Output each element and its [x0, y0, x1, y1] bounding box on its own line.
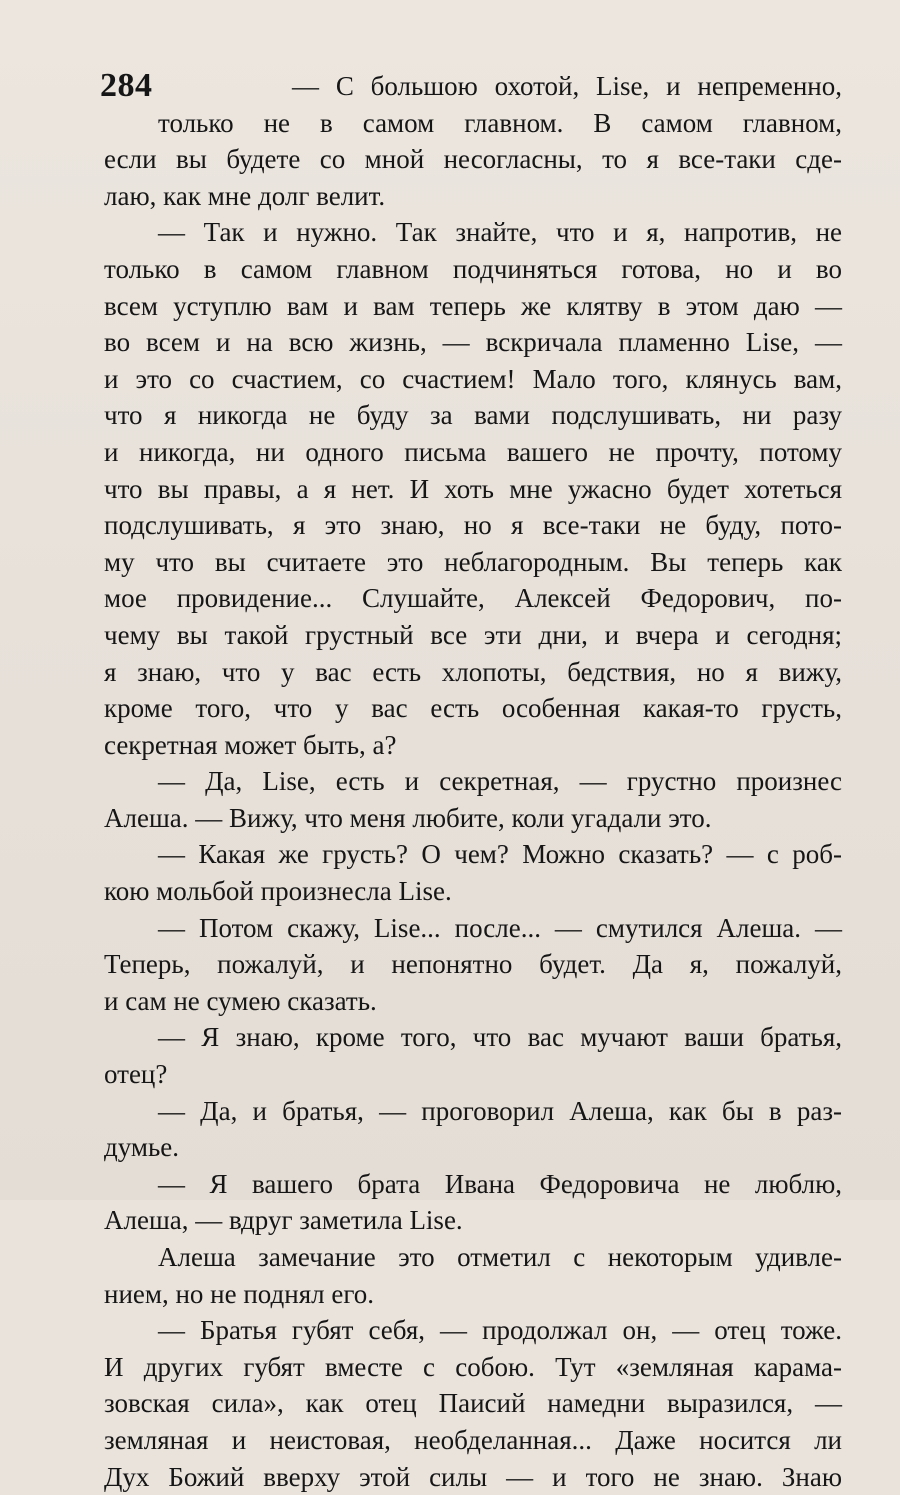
- text-line: И других губят вместе с собою. Тут «земляная карама-: [104, 1351, 842, 1382]
- text-line: лаю, как мне долг велит.: [104, 180, 386, 211]
- text-line: мое провидение... Слушайте, Алексей Федорович, по-: [104, 583, 842, 614]
- text-line: и сам не сумею сказать.: [104, 985, 377, 1016]
- page-text: [104, 68, 842, 1495]
- text-line: кою мольбой произнесла Lise.: [104, 876, 452, 907]
- text-line: секретная может быть, а?: [104, 729, 397, 760]
- text-line: что вы правы, а я нет. И хоть мне ужасно будет хотеться: [104, 473, 842, 504]
- text-line: только не в самом главном. В самом главном,: [158, 107, 842, 138]
- text-line: — Да, и братья, — проговорил Алеша, как бы в раз-: [158, 1095, 842, 1126]
- text-line: всем уступлю вам и вам теперь же клятву в этом даю —: [104, 290, 842, 321]
- text-line: земляная и неистовая, необделанная... Даже носится ли: [104, 1424, 842, 1455]
- text-line: во всем и на всю жизнь, — вскричала пламенно Lise, —: [104, 327, 842, 358]
- page-number: 284: [100, 67, 153, 104]
- text-line: — Братья губят себя, — продолжал он, — отец тоже.: [158, 1315, 842, 1346]
- text-line: Алеша, — вдруг заметила Lise.: [104, 1205, 463, 1236]
- text-line: — Потом скажу, Lise... после... — смутился Алеша. —: [158, 912, 842, 943]
- text-line: Алеша. — Вижу, что меня любите, коли угадали это.: [104, 802, 712, 833]
- text-line: и никогда, ни одного письма вашего не прочту, потому: [104, 436, 842, 467]
- text-line: и это со счастием, со счастием! Мало того, клянусь вам,: [104, 363, 842, 394]
- text-line: что я никогда не буду за вами подслушивать, ни разу: [104, 400, 842, 431]
- text-line: думье.: [104, 1132, 180, 1163]
- text-line: зовская сила», как отец Паисий намедни выразился, —: [104, 1388, 842, 1419]
- text-line: нием, но не поднял его.: [104, 1278, 374, 1309]
- text-line: — Да, Lise, есть и секретная, — грустно произнес: [158, 766, 842, 797]
- text-line: — Так и нужно. Так знайте, что и я, напротив, не: [158, 217, 842, 248]
- text-line: отец?: [104, 1059, 168, 1090]
- text-line: — С большою охотой, Lise, и непременно,: [292, 71, 842, 101]
- text-line: кроме того, что у вас есть особенная какая-то грусть,: [104, 693, 842, 724]
- text-line: Алеша замечание это отметил с некоторым удивле-: [158, 1242, 842, 1272]
- text-line: только в самом главном подчиняться готова, но и во: [104, 253, 842, 284]
- text-line: если вы будете со мной несогласны, то я все-таки сде-: [104, 144, 842, 175]
- text-line: — Я знаю, кроме того, что вас мучают ваши братья,: [158, 1022, 842, 1053]
- text-line: — Какая же грусть? О чем? Можно сказать? — с роб-: [158, 839, 842, 870]
- text-line: чему вы такой грустный все эти дни, и вчера и сегодня;: [104, 619, 842, 650]
- text-line: Теперь, пожалуй, и непонятно будет. Да я, пожалуй,: [104, 949, 842, 980]
- text-line: подслушивать, я это знаю, но я все-таки не буду, пото-: [104, 510, 842, 541]
- text-line: — Я вашего брата Ивана Федоровича не люблю,: [158, 1168, 842, 1199]
- text-line: Дух Божий вверху этой силы — и того не знаю. Знаю: [104, 1461, 842, 1492]
- text-line: я знаю, что у вас есть хлопоты, бедствия, но я вижу,: [104, 656, 842, 687]
- text-line: му что вы считаете это неблагородным. Вы теперь как: [104, 546, 842, 577]
